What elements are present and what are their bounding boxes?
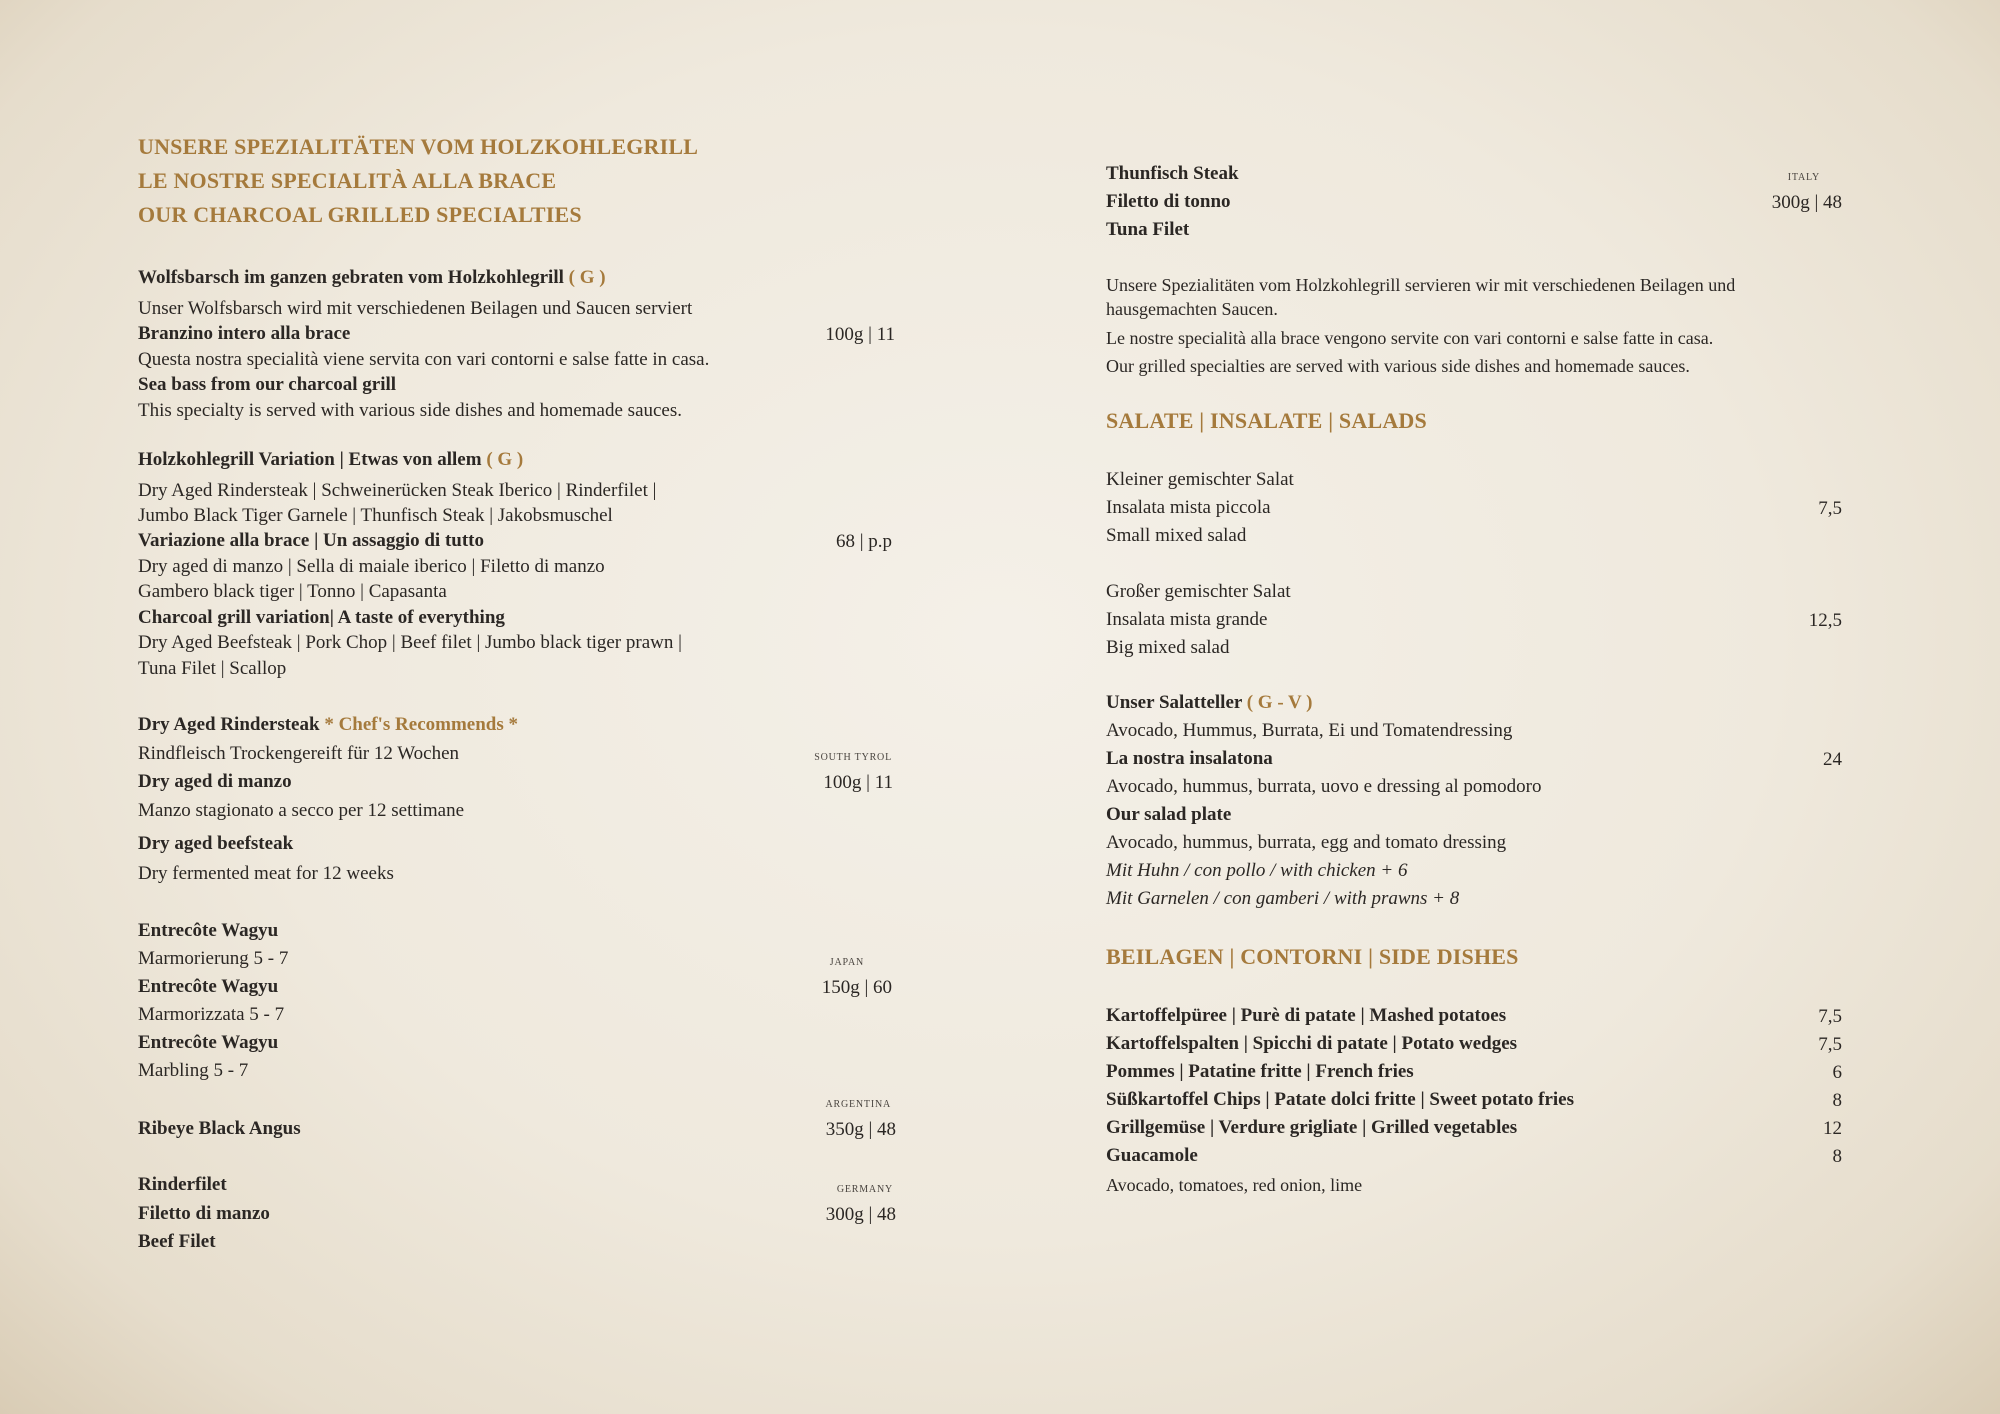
side-dish-price: 12 bbox=[1823, 1118, 1842, 1139]
dish-extra: Mit Huhn / con pollo / with chicken + 6 bbox=[1106, 860, 1408, 881]
side-dish-price: 8 bbox=[1832, 1146, 1842, 1167]
dish-name: Dry aged di manzo bbox=[138, 771, 292, 792]
dish-description: Avocado, hummus, burrata, egg and tomato dressing bbox=[1106, 832, 1507, 853]
dish-price: 300g | 48 bbox=[1771, 192, 1842, 213]
dish-name: Tuna Filet bbox=[1106, 219, 1190, 240]
dish-description: Manzo stagionato a secco per 12 settimane bbox=[138, 800, 465, 821]
section-heading-de: UNSERE SPEZIALITÄTEN VOM HOLZKOHLEGRILL bbox=[138, 134, 699, 159]
dish-price: 100g | 11 bbox=[823, 772, 893, 793]
section-heading-en: OUR CHARCOAL GRILLED SPECIALTIES bbox=[138, 202, 582, 227]
dish-name: Entrecôte Wagyu bbox=[138, 976, 279, 997]
side-dish-name: Süßkartoffel Chips | Patate dolci fritte | Sweet potato fries bbox=[1106, 1089, 1574, 1110]
dish-name: Kleiner gemischter Salat bbox=[1106, 469, 1294, 490]
dish-name: Beef Filet bbox=[138, 1231, 216, 1252]
dish-description: Dry Aged Beefsteak | Pork Chop | Beef filet | Jumbo black tiger prawn | bbox=[138, 632, 682, 653]
dish-name: La nostra insalatona bbox=[1106, 748, 1273, 769]
origin-label: ITALY bbox=[1787, 172, 1820, 183]
side-dish-price: 8 bbox=[1832, 1090, 1842, 1111]
dish-description: Dry aged di manzo | Sella di maiale iberico | Filetto di manzo bbox=[138, 556, 605, 577]
dish-name: Filetto di tonno bbox=[1106, 191, 1231, 212]
dish-name: Charcoal grill variation| A taste of everything bbox=[138, 607, 505, 628]
side-dish-price: 6 bbox=[1832, 1062, 1842, 1083]
dish-name: Sea bass from our charcoal grill bbox=[138, 374, 397, 395]
dish-name: Unser Salatteller bbox=[1106, 692, 1242, 713]
menu-item-title bbox=[138, 449, 523, 471]
dish-description: Marbling 5 - 7 bbox=[138, 1060, 249, 1081]
side-dish-name: Kartoffelpüree | Purè di patate | Mashed potatoes bbox=[1106, 1005, 1507, 1026]
dish-name: Entrecôte Wagyu bbox=[138, 920, 279, 941]
dish-description: Avocado, hummus, burrata, uovo e dressing al pomodoro bbox=[1106, 776, 1542, 797]
side-dish-name: Pommes | Patatine fritte | French fries bbox=[1106, 1061, 1414, 1082]
origin-label: ARGENTINA bbox=[825, 1099, 891, 1110]
grill-note: hausgemachten Saucen. bbox=[1106, 299, 1278, 319]
dish-description: Tuna Filet | Scallop bbox=[138, 658, 287, 679]
dish-price: 12,5 bbox=[1808, 610, 1842, 631]
side-dish-name: Grillgemüse | Verdure grigliate | Grilled vegetables bbox=[1106, 1117, 1518, 1138]
dish-price: 24 bbox=[1823, 749, 1842, 770]
dish-description: Avocado, tomatoes, red onion, lime bbox=[1106, 1175, 1363, 1195]
diet-tag: ( G ) bbox=[486, 449, 524, 470]
dish-extra: Mit Garnelen / con gamberi / with prawns + 8 bbox=[1106, 888, 1460, 909]
dish-description: Dry fermented meat for 12 weeks bbox=[138, 863, 394, 884]
dish-description: Avocado, Hummus, Burrata, Ei und Tomatendressing bbox=[1106, 720, 1513, 741]
dish-name: Entrecôte Wagyu bbox=[138, 1032, 279, 1053]
diet-tag: ( G ) bbox=[568, 267, 606, 288]
dish-name: Wolfsbarsch im ganzen gebraten vom Holzkohlegrill bbox=[138, 267, 564, 288]
dish-description: Rindfleisch Trockengereift für 12 Wochen bbox=[138, 743, 460, 764]
section-heading-salads: SALATE | INSALATE | SALADS bbox=[1106, 408, 1427, 433]
dish-name: Holzkohlegrill Variation | Etwas von allem bbox=[138, 449, 482, 470]
side-dish-name: Guacamole bbox=[1106, 1145, 1198, 1166]
side-dish-price: 7,5 bbox=[1818, 1006, 1842, 1027]
menu-item-title bbox=[138, 267, 606, 289]
dish-name: Dry Aged Rindersteak bbox=[138, 714, 320, 735]
dish-description: Dry Aged Rindersteak | Schweinerücken Steak Iberico | Rinderfilet | bbox=[138, 480, 657, 501]
dish-name: Small mixed salad bbox=[1106, 525, 1247, 546]
dish-name: Our salad plate bbox=[1106, 804, 1232, 825]
recommend-badge: * Chef's Recommends * bbox=[324, 714, 518, 735]
origin-label: JAPAN bbox=[829, 957, 864, 968]
section-heading-sides: BEILAGEN | CONTORNI | SIDE DISHES bbox=[1106, 944, 1519, 969]
origin-label: SOUTH TYROL bbox=[814, 752, 892, 763]
dish-description: Questa nostra specialità viene servita con vari contorni e salse fatte in casa. bbox=[138, 349, 710, 370]
origin-label: GERMANY bbox=[836, 1184, 893, 1195]
dish-name: Big mixed salad bbox=[1106, 637, 1230, 658]
menu-item-title bbox=[1106, 692, 1313, 714]
dish-name: Rinderfilet bbox=[138, 1174, 227, 1195]
side-dish-name: Kartoffelspalten | Spicchi di patate | Potato wedges bbox=[1106, 1033, 1518, 1054]
dish-description: Unser Wolfsbarsch wird mit verschiedenen Beilagen und Saucen serviert bbox=[138, 298, 693, 319]
dish-name: Ribeye Black Angus bbox=[138, 1118, 301, 1139]
dish-price: 100g | 11 bbox=[825, 324, 895, 345]
grill-note: Our grilled specialties are served with various side dishes and homemade sauces. bbox=[1106, 356, 1690, 376]
dish-price: 300g | 48 bbox=[825, 1204, 896, 1225]
side-dish-price: 7,5 bbox=[1818, 1034, 1842, 1055]
dish-price: 350g | 48 bbox=[825, 1119, 896, 1140]
dish-name: Filetto di manzo bbox=[138, 1203, 270, 1224]
diet-tag: ( G - V ) bbox=[1246, 692, 1313, 713]
dish-name: Insalata mista grande bbox=[1106, 609, 1268, 630]
dish-description: Gambero black tiger | Tonno | Capasanta bbox=[138, 581, 447, 602]
menu-item-title bbox=[138, 714, 518, 736]
dish-price: 68 | p.p bbox=[835, 531, 892, 552]
grill-note: Le nostre specialità alla brace vengono servite con vari contorni e salse fatte in casa. bbox=[1106, 328, 1714, 348]
dish-name: Großer gemischter Salat bbox=[1106, 581, 1291, 602]
dish-price: 150g | 60 bbox=[821, 977, 892, 998]
dish-description: Marmorierung 5 - 7 bbox=[138, 948, 289, 969]
dish-description: This specialty is served with various side dishes and homemade sauces. bbox=[138, 400, 683, 421]
dish-name: Branzino intero alla brace bbox=[138, 323, 351, 344]
dish-price: 7,5 bbox=[1818, 498, 1842, 519]
dish-description: Marmorizzata 5 - 7 bbox=[138, 1004, 285, 1025]
dish-name: Insalata mista piccola bbox=[1106, 497, 1271, 518]
dish-name: Thunfisch Steak bbox=[1106, 163, 1239, 184]
dish-name: Dry aged beefsteak bbox=[138, 833, 294, 854]
section-heading-it: LE NOSTRE SPECIALITÀ ALLA BRACE bbox=[138, 168, 557, 193]
grill-note: Unsere Spezialitäten vom Holzkohlegrill servieren wir mit verschiedenen Beilagen und bbox=[1106, 275, 1736, 295]
dish-description: Jumbo Black Tiger Garnele | Thunfisch Steak | Jakobsmuschel bbox=[138, 505, 613, 526]
dish-name: Variazione alla brace | Un assaggio di tutto bbox=[138, 530, 485, 551]
